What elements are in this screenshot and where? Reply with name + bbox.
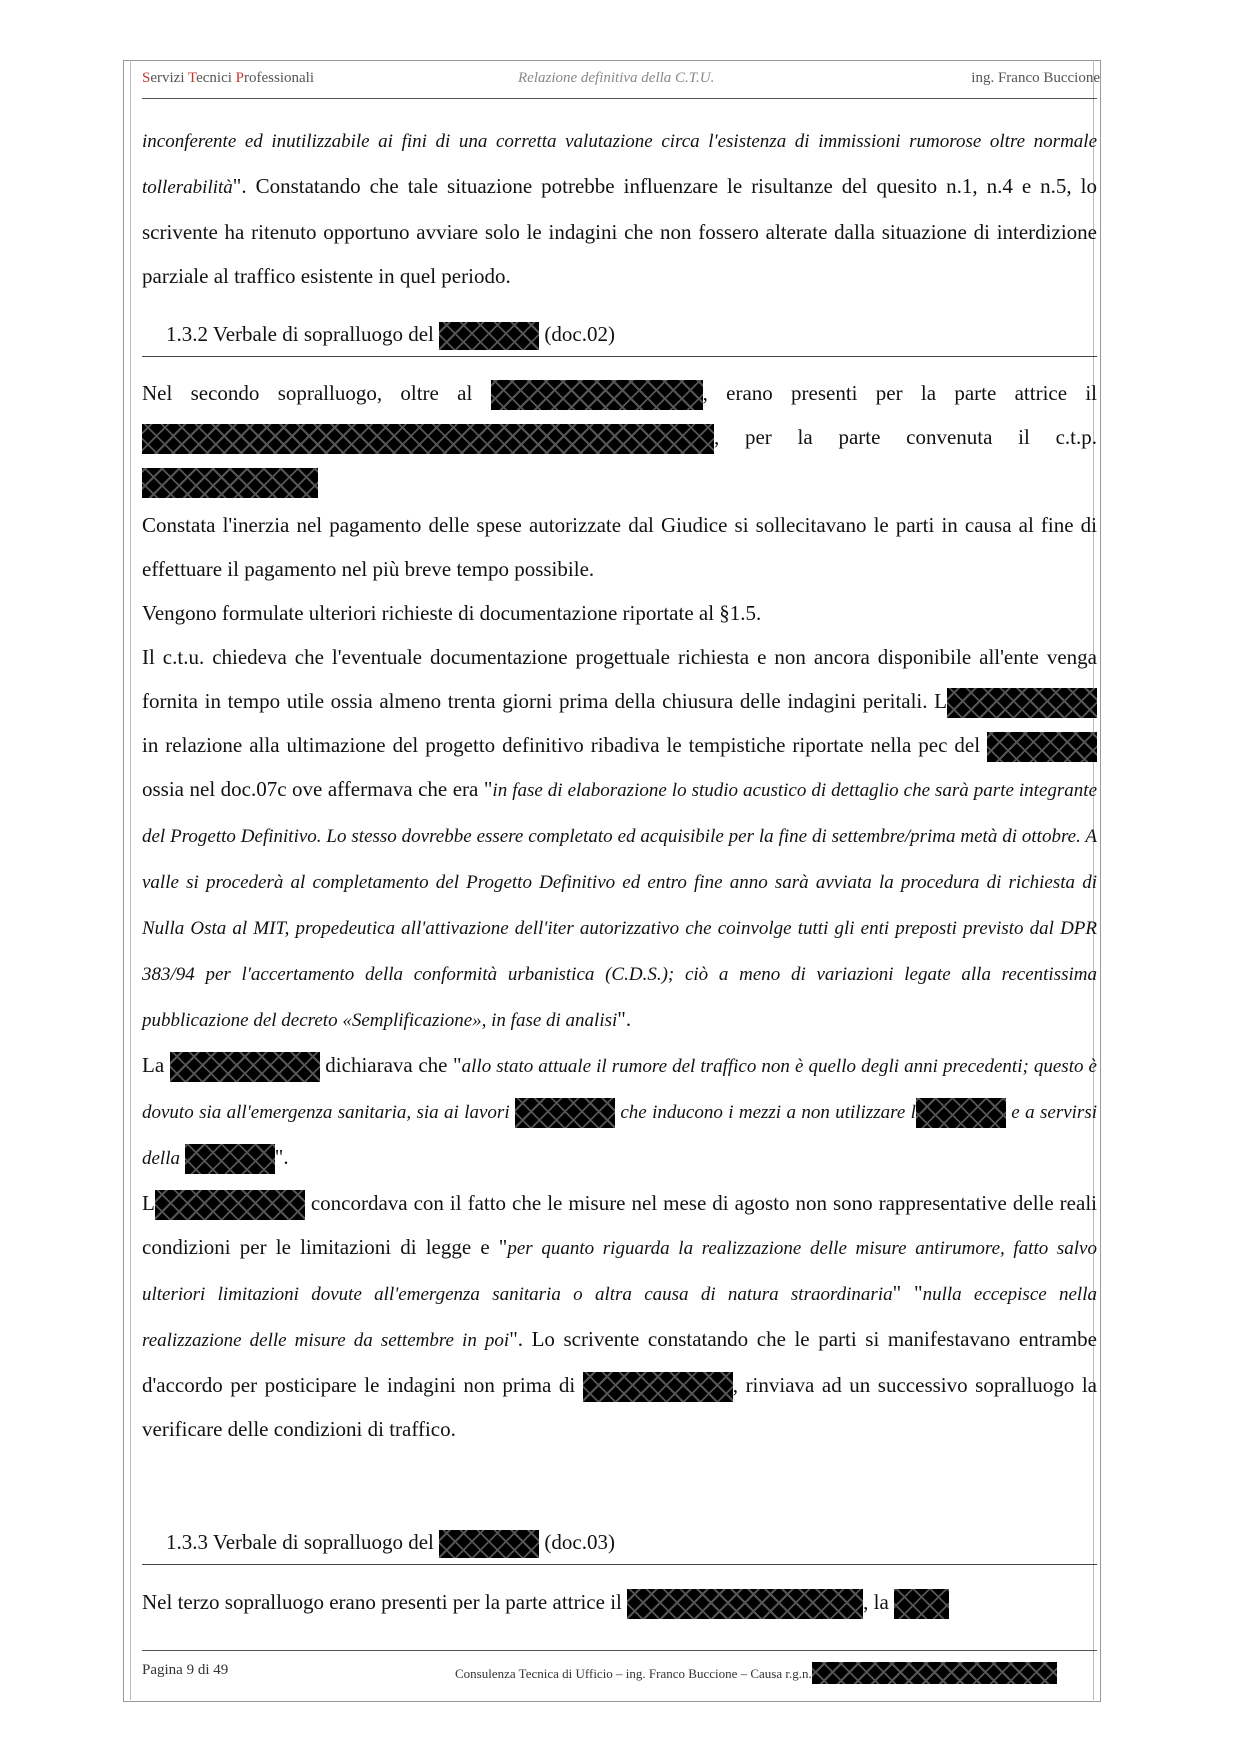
redaction-box <box>627 1589 863 1619</box>
redaction-box <box>142 468 318 498</box>
paragraph-1: Nel secondo sopralluogo, oltre al , erano presenti per la parte attrice il , per la parte convenuta il c.t.p. <box>142 371 1097 503</box>
body-text <box>142 371 1097 1451</box>
redaction-box <box>812 1662 1057 1684</box>
paragraph-7: Nel terzo sopralluogo erano presenti per la parte attrice il , la <box>142 1580 1097 1624</box>
header-right: ing. Franco Buccione <box>971 70 1100 86</box>
redaction-box <box>947 688 1097 718</box>
redaction-box <box>155 1190 305 1220</box>
redaction-box <box>987 732 1097 762</box>
redaction-box <box>439 322 539 350</box>
header-center: Relazione definitiva della C.T.U. <box>518 70 715 86</box>
redaction-box <box>515 1098 615 1128</box>
footer-center: Consulenza Tecnica di Ufficio – ing. Franco Buccione – Causa r.g.n. <box>455 1662 1057 1684</box>
footer-rule <box>142 1650 1097 1651</box>
paragraph-5: La dichiarava che "allo stato attuale il rumore del traffico non è quello degli anni precedenti; questo è dovuto sia all'emergenza sanitaria, sia ai lavori che inducono i mezzi a non utilizzare l e a servirsi della ". <box>142 1043 1097 1181</box>
section-heading-1-3-3: 1.3.3 Verbale di sopralluogo del (doc.03) <box>142 1530 1097 1565</box>
redaction-box <box>583 1372 733 1402</box>
paragraph-2: Constata l'inerzia nel pagamento delle spese autorizzate dal Giudice si sollecitavano le parti in causa al fine di effettuare il pagamento nel più breve tempo possibile. <box>142 513 1097 581</box>
intro-paragraph: inconferente ed inutilizzabile ai fini di una corretta valutazione circa l'esistenza di immissioni rumorose oltre normale tollerabilità". Constatando che tale situazione potrebbe influenzare le risultanze del quesito n.1, n.4 e n.5, lo scrivente ha ritenuto opportuno avviare solo le indagini che non fossero alterate dalla situazione di interdizione parziale al traffico esistente in quel periodo. <box>142 131 1097 288</box>
section-heading-1-3-2: 1.3.2 Verbale di sopralluogo del (doc.02) <box>142 322 1097 357</box>
paragraph-6: L concordava con il fatto che le misure nel mese di agosto non sono rappresentative delle reali condizioni per le limitazioni di legge e "per quanto riguarda la realizzazione delle misure antirumore, fatto salvo ulteriori limitazioni dovute all'emergenza sanitaria o altra causa di natura straordinaria" "nulla eccepisce nella realizzazione delle misure da settembre in poi". Lo scrivente constatando che le parti si manifestavano entrambe d'accordo per posticipare le indagini non prima di , rinviava ad un successivo sopralluogo la verificare delle condizioni di traffico. <box>142 1191 1098 1441</box>
page-number: Pagina 9 di 49 <box>142 1662 229 1678</box>
paragraph-3: Vengono formulate ulteriori richieste di documentazione riportate al §1.5. <box>142 601 762 625</box>
paragraph-4: Il c.t.u. chiedeva che l'eventuale documentazione progettuale richiesta e non ancora disponibile all'ente venga fornita in tempo utile ossia almeno trenta giorni prima della chiusura delle indagini peritali. L in relazione alla ultimazione del progetto definitivo ribadiva le tempistiche riportate nella pec del ossia nel doc.07c ove affermava che era "in fase di elaborazione lo studio acustico di dettaglio che sarà parte integrante del Progetto Definitivo. Lo stesso dovrebbe essere completato ed acquisibile per la fine di settembre/prima metà di ottobre. A valle si procederà al completamento del Progetto Definitivo ed entro fine anno sarà avviata la procedura di richiesta di Nulla Osta al MIT, propedeutica all'attivazione dell'iter autorizzativo che coinvolge tutti gli enti preposti previsto dal DPR 383/94 per l'accertamento della conformità urbanistica (C.D.S.); ciò a meno di variazioni legate alla recentissima pubblicazione del decreto «Semplificazione», in fase di analisi". <box>142 645 1098 1031</box>
redaction-box <box>491 380 703 410</box>
redaction-box <box>170 1052 320 1082</box>
redaction-box <box>894 1589 949 1619</box>
redaction-box <box>142 424 714 454</box>
redaction-box <box>916 1098 1006 1128</box>
redaction-box <box>439 1530 539 1558</box>
header-left: Servizi Tecnici Professionali <box>142 70 314 86</box>
header-rule <box>142 98 1097 99</box>
redaction-box <box>185 1144 275 1174</box>
